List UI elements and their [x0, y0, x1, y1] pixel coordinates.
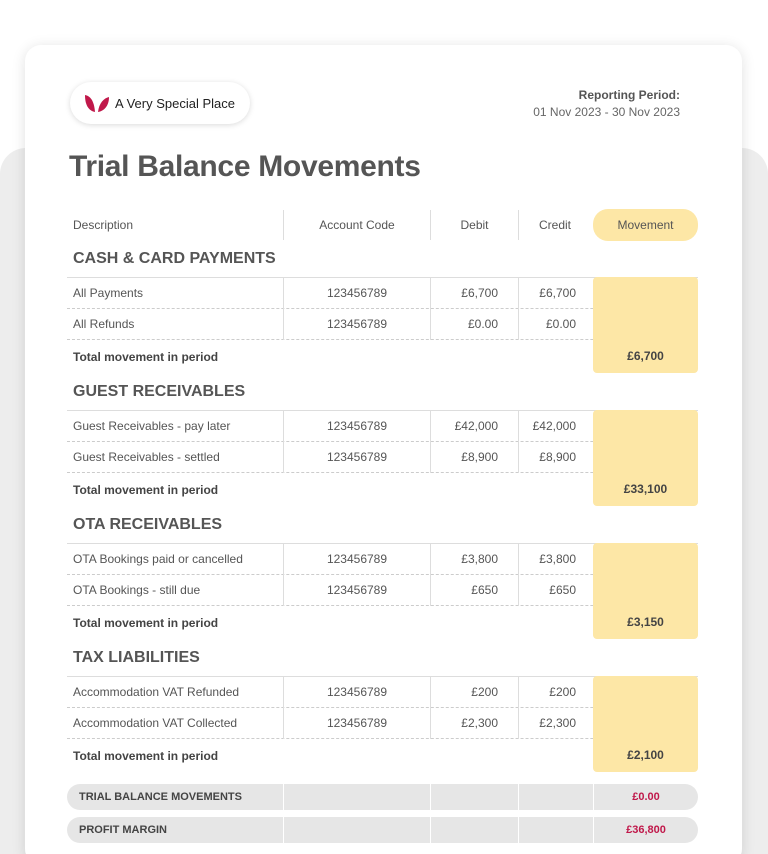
- row-debit: £2,300: [430, 708, 518, 739]
- row-movement: [593, 308, 698, 340]
- row-account-code: 123456789: [283, 411, 430, 442]
- summary-account-code-cell: [283, 784, 430, 810]
- total-label: Total movement in period: [73, 482, 219, 497]
- column-header-account-code: Account Code: [283, 210, 430, 240]
- table-row: [67, 442, 698, 473]
- table-row: [67, 411, 698, 442]
- row-account-code: 123456789: [283, 708, 430, 739]
- reporting-period-label: Reporting Period:: [578, 88, 680, 102]
- row-account-code: 123456789: [283, 677, 430, 708]
- column-header-description: Description: [73, 218, 134, 232]
- row-description: Guest Receivables - settled: [73, 450, 220, 464]
- total-label: Total movement in period: [73, 615, 219, 630]
- row-debit: £6,700: [430, 278, 518, 309]
- summary-label: PROFIT MARGIN: [79, 824, 167, 836]
- row-description: Accommodation VAT Refunded: [73, 685, 240, 699]
- reporting-period: [533, 88, 680, 119]
- total-value: £2,100: [593, 739, 698, 772]
- row-account-code: 123456789: [283, 575, 430, 606]
- row-movement: [593, 707, 698, 739]
- row-credit: £42,000: [518, 411, 591, 442]
- brand-badge: [70, 82, 250, 124]
- row-credit: £0.00: [518, 309, 591, 340]
- row-debit: £200: [430, 677, 518, 708]
- table-row: [67, 677, 698, 708]
- total-row: [67, 473, 698, 506]
- summary-value: £0.00: [593, 784, 698, 810]
- row-movement: [593, 574, 698, 606]
- brand-name: A Very Special Place: [115, 95, 235, 111]
- row-description: OTA Bookings paid or cancelled: [73, 552, 243, 566]
- table-row: [67, 309, 698, 340]
- summary-label: TRIAL BALANCE MOVEMENTS: [79, 791, 242, 803]
- row-description: Accommodation VAT Collected: [73, 716, 238, 730]
- row-credit: £8,900: [518, 442, 591, 473]
- row-description: Guest Receivables - pay later: [73, 419, 231, 433]
- row-description: All Refunds: [73, 317, 135, 331]
- report-card: [25, 45, 742, 854]
- table-row: [67, 575, 698, 606]
- total-label: Total movement in period: [73, 748, 219, 763]
- summary-value: £36,800: [593, 817, 698, 843]
- row-movement: [593, 543, 698, 575]
- row-credit: £6,700: [518, 278, 591, 309]
- row-account-code: 123456789: [283, 278, 430, 309]
- row-description: All Payments: [73, 286, 144, 300]
- total-row: [67, 340, 698, 373]
- row-account-code: 123456789: [283, 309, 430, 340]
- row-account-code: 123456789: [283, 544, 430, 575]
- row-movement: [593, 410, 698, 442]
- row-credit: £200: [518, 677, 591, 708]
- column-header-debit: Debit: [430, 210, 518, 240]
- reporting-period-value: 01 Nov 2023 - 30 Nov 2023: [533, 105, 680, 119]
- table-header: [67, 210, 698, 240]
- section-title: CASH & CARD PAYMENTS: [67, 240, 698, 278]
- total-row: [67, 739, 698, 772]
- row-movement: [593, 277, 698, 309]
- row-movement: [593, 676, 698, 708]
- column-header-credit: Credit: [518, 210, 591, 240]
- section-title: TAX LIABILITIES: [67, 639, 698, 677]
- summary-credit-cell: [518, 817, 591, 843]
- spacer: [67, 772, 698, 784]
- row-debit: £0.00: [430, 309, 518, 340]
- summary-row-trial-balance: [67, 784, 698, 810]
- tulip-logo-icon: [84, 93, 110, 113]
- summary-account-code-cell: [283, 817, 430, 843]
- total-label: Total movement in period: [73, 349, 219, 364]
- page-title: Trial Balance Movements: [69, 150, 421, 183]
- column-header-movement: Movement: [593, 209, 698, 241]
- row-movement: [593, 441, 698, 473]
- row-credit: £2,300: [518, 708, 591, 739]
- section-title: OTA RECEIVABLES: [67, 506, 698, 544]
- row-debit: £3,800: [430, 544, 518, 575]
- row-credit: £3,800: [518, 544, 591, 575]
- summary-debit-cell: [430, 817, 518, 843]
- row-debit: £650: [430, 575, 518, 606]
- summary-credit-cell: [518, 784, 591, 810]
- summary-row-profit-margin: [67, 817, 698, 843]
- table-row: [67, 708, 698, 739]
- total-row: [67, 606, 698, 639]
- summary-debit-cell: [430, 784, 518, 810]
- total-value: £3,150: [593, 606, 698, 639]
- row-debit: £8,900: [430, 442, 518, 473]
- row-credit: £650: [518, 575, 591, 606]
- table-row: [67, 278, 698, 309]
- row-description: OTA Bookings - still due: [73, 583, 201, 597]
- table-row: [67, 544, 698, 575]
- total-value: £6,700: [593, 340, 698, 373]
- total-value: £33,100: [593, 473, 698, 506]
- row-account-code: 123456789: [283, 442, 430, 473]
- section-title: GUEST RECEIVABLES: [67, 373, 698, 411]
- trial-balance-table: [67, 210, 698, 850]
- row-debit: £42,000: [430, 411, 518, 442]
